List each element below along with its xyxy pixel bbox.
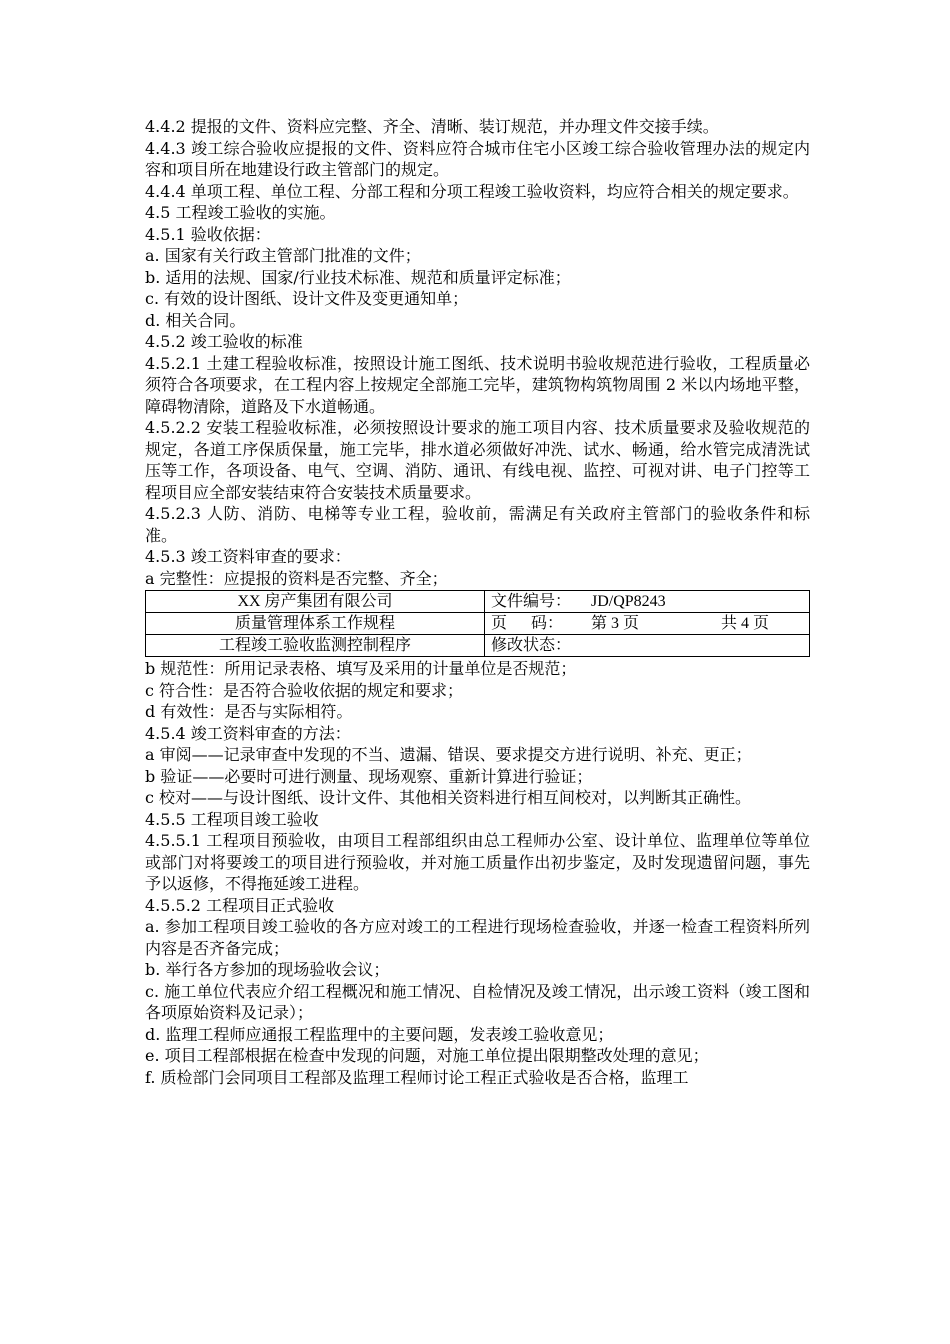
section-heading: 4.5 工程竣工验收的实施。 <box>145 203 336 222</box>
list-item: b. 适用的法规、国家/行业技术标准、规范和质量评定标准； <box>145 267 571 287</box>
revision-cell <box>485 635 810 657</box>
section-heading: 4.5.4 竣工资料审查的方法： <box>145 723 351 743</box>
page-number-value: 第 3 页 <box>591 615 640 632</box>
table-row <box>146 613 810 635</box>
page-total: 共 4 页 <box>721 615 770 632</box>
doc-number-value: JD/QP8243 <box>591 593 666 610</box>
section-heading: 4.5.3 竣工资料审查的要求： <box>145 547 351 566</box>
paragraph: 4.4.4 单项工程、单位工程、分部工程和分项工程竣工验收资料，均应符合相关的规定要求。 <box>145 181 799 201</box>
document-page <box>145 116 810 1088</box>
doc-number-label: 文件编号： <box>491 593 572 610</box>
list-item: e. 项目工程部根据在检查中发现的问题，对施工单位提出限期整改处理的意见； <box>145 1046 709 1065</box>
section-heading: 4.5.1 验收依据： <box>145 224 271 244</box>
page-number-cell <box>485 613 810 635</box>
section-heading: 4.5.5 工程项目竣工验收 <box>145 809 319 829</box>
page-number-label: 页 码： <box>491 615 564 632</box>
doc-number-cell <box>485 591 810 613</box>
list-item: c 校对——与设计图纸、设计文件、其他相关资料进行相互间校对，以判断其正确性。 <box>145 788 752 807</box>
list-item: a 审阅——记录审查中发现的不当、遗漏、错误、要求提交方进行说明、补充、更正； <box>145 745 752 764</box>
list-item: d. 相关合同。 <box>145 310 246 330</box>
list-item: f. 质检部门会同项目工程部及监理工程师讨论工程正式验收是否合格，监理工 <box>145 1067 689 1087</box>
list-item: b 规范性：所用记录表格、填写及采用的计量单位是否规范； <box>145 659 577 678</box>
procedure-title: 工程竣工验收监测控制程序 <box>146 635 485 657</box>
system-title: 质量管理体系工作规程 <box>146 613 485 635</box>
paragraph: 4.5.5.1 工程项目预验收，由项目工程部组织由总工程师办公室、设计单位、监理单位等单位或部门对将要竣工的项目进行预验收，并对施工质量作出初步鉴定，及时发现遗留问题，事先予以返修，不得拖延竣工进程。 <box>145 831 810 893</box>
paragraph: 4.5.2.2 安装工程验收标准，必须按照设计要求的施工项目内容、技术质量要求及验收规范的规定，各道工序保质保量，施工完毕，排水道必须做好冲洗、试水、畅通，给水管完成清洗试压等工作，各项设备、电气、空调、消防、通讯、有线电视、监控、可视对讲、电子门控等工程项目应全部安装结束符合安装技术质量要求。 <box>145 418 810 502</box>
list-item: c. 有效的设计图纸、设计文件及变更通知单； <box>145 289 469 308</box>
section-heading: 4.5.2 竣工验收的标准 <box>145 332 303 351</box>
list-item: d 有效性：是否与实际相符。 <box>145 702 353 721</box>
list-item: a 完整性：应提报的资料是否完整、齐全； <box>145 568 448 588</box>
list-item: d. 监理工程师应通报工程监理中的主要问题，发表竣工验收意见； <box>145 1024 614 1044</box>
list-item: b 验证——必要时可进行测量、现场观察、重新计算进行验证； <box>145 766 593 786</box>
list-item: a. 国家有关行政主管部门批准的文件； <box>145 246 421 265</box>
company-name: XX 房产集团有限公司 <box>146 591 485 613</box>
paragraph: 4.4.3 竣工综合验收应提报的文件、资料应符合城市住宅小区竣工综合验收管理办法的规定内容和项目所在地建设行政主管部门的规定。 <box>145 138 810 179</box>
paragraph: 4.5.2.3 人防、消防、电梯等专业工程，验收前，需满足有关政府主管部门的验收条件和标准。 <box>145 504 810 545</box>
list-item: a. 参加工程项目竣工验收的各方应对竣工的工程进行现场检查验收，并逐一检查工程资料所列内容是否齐备完成； <box>145 917 810 958</box>
revision-label: 修改状态： <box>491 637 572 654</box>
paragraph: 4.5.2.1 土建工程验收标准，按照设计施工图纸、技术说明书验收规范进行验收，工程质量必须符合各项要求，在工程内容上按规定全部施工完毕，建筑物构筑物周围 2 米以内场地平整，障碍物清除，道路及下水道畅通。 <box>145 353 810 416</box>
paragraph: 4.4.2 提报的文件、资料应完整、齐全、清晰、装订规范，并办理文件交接手续。 <box>145 117 719 136</box>
list-item: c. 施工单位代表应介绍工程概况和施工情况、自检情况及竣工情况，出示竣工资料（竣工图和各项原始资料及记录）； <box>145 981 810 1022</box>
paragraphs-after <box>145 658 810 1088</box>
section-heading: 4.5.5.2 工程项目正式验收 <box>145 895 335 915</box>
paragraphs-before <box>145 116 810 589</box>
table-row <box>146 591 810 613</box>
list-item: b. 举行各方参加的现场验收会议； <box>145 960 390 979</box>
table-row <box>146 635 810 657</box>
list-item: c 符合性：是否符合验收依据的规定和要求； <box>145 680 464 700</box>
document-header-table <box>145 590 810 657</box>
